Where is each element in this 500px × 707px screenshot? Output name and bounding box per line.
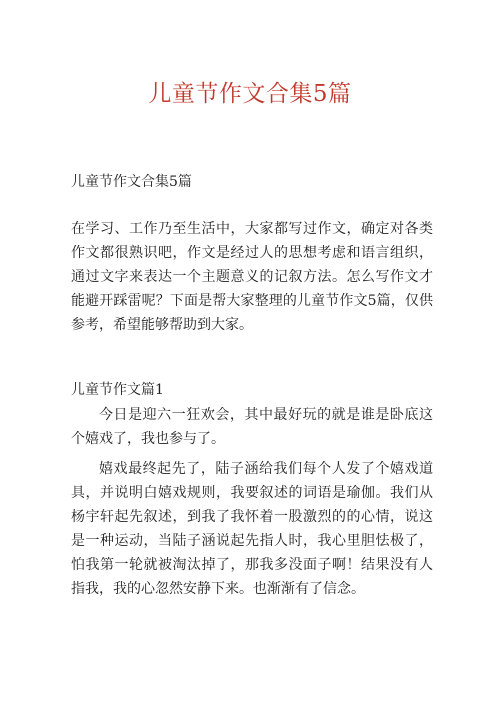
section-heading: 儿童节作文篇1 [71,382,164,398]
body-paragraph: 今日是迎六一狂欢会，其中最好玩的就是谁是卧底这个嬉戏了，我也参与了。 [71,407,433,447]
intro-paragraph: 在学习、工作乃至生活中，大家都写过作文，确定对各类作文都很熟识吧，作文是经过人的思想考虑和语言组织，通过文字来表达一个主题意义的记叙方法。怎么写作文才能避开踩雷呢？下面是帮大家整理的儿童节作文5篇，仅供参考，希望能够帮助到大家。 [71,221,433,333]
document-subtitle: 儿童节作文合集5篇 [71,174,192,190]
body-paragraph: 嬉戏最终起先了，陆子涵给我们每个人发了个嬉戏道具，并说明白嬉戏规则，我要叙述的词语是瑜伽。我们从杨宇轩起先叙述，到我了我怀着一股激烈的的心情，说这是一种运动，当陆子涵说起先指人时，我心里胆怯极了，怕我第一轮就被淘汰掉了，那我多没面子啊！结果没有人指我，我的心忽然安静下来。也渐渐有了信念。 [71,461,433,597]
document-title: 儿童节作文合集5篇 [148,81,352,107]
